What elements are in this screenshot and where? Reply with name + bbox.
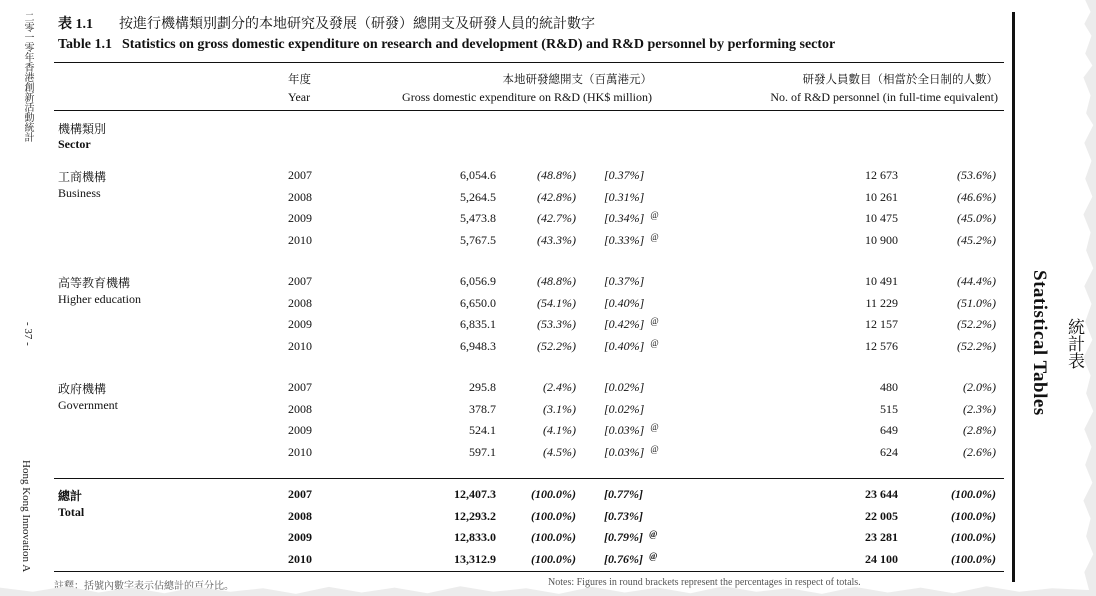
year-cell: 2007 <box>288 168 312 182</box>
personnel-value-cell: 10 900 <box>865 233 898 247</box>
table-number-english: Table 1.1 <box>58 37 112 52</box>
gdp-ratio-value: [0.37%] <box>604 168 645 182</box>
personnel-share-cell: (45.2%) <box>957 233 996 247</box>
header-year-zh: 年度 <box>288 72 311 86</box>
gerd-share-cell: (100.0%) <box>531 487 576 501</box>
sector-name-en: Total <box>58 505 85 519</box>
year-cell: 2008 <box>288 190 312 204</box>
header-gerd-zh: 本地研發總開支（百萬港元） <box>502 72 652 86</box>
personnel-value-cell: 12 576 <box>865 339 898 353</box>
revision-mark: @ <box>650 232 659 242</box>
gdp-ratio-value: [0.40%] <box>604 296 645 310</box>
personnel-share-cell: (51.0%) <box>957 296 996 310</box>
table-number-chinese: 表 1.1 <box>58 17 93 32</box>
gerd-share-cell: (42.8%) <box>537 190 576 204</box>
gerd-value-cell: 5,767.5 <box>460 233 496 247</box>
year-cell: 2010 <box>288 445 312 459</box>
gerd-share-cell: (48.8%) <box>537 274 576 288</box>
revision-mark: @ <box>650 444 659 454</box>
gerd-share-cell: (4.1%) <box>543 423 576 437</box>
personnel-share-cell: (100.0%) <box>951 552 996 566</box>
personnel-value-cell: 10 261 <box>865 190 898 204</box>
year-cell: 2009 <box>288 317 312 331</box>
personnel-share-cell: (2.8%) <box>963 423 996 437</box>
gerd-share-cell: (2.4%) <box>543 380 576 394</box>
header-sector-zh: 機構類別 <box>58 122 107 136</box>
footnote-english: Notes: Figures in round brackets represent the percentages in respect of totals. <box>548 577 861 588</box>
gdp-ratio-value: [0.40%] <box>604 339 645 353</box>
gdp-ratio-value: [0.37%] <box>604 274 645 288</box>
gerd-share-cell: (48.8%) <box>537 168 576 182</box>
personnel-share-cell: (44.4%) <box>957 274 996 288</box>
gdp-ratio-value: [0.31%] <box>604 190 645 204</box>
gdp-ratio-value: [0.03%] <box>604 445 645 459</box>
personnel-value-cell: 10 475 <box>865 211 898 225</box>
gdp-ratio-cell <box>604 530 657 545</box>
personnel-value-cell: 515 <box>880 402 898 416</box>
side-title-chinese: 統計表 <box>1064 318 1084 369</box>
table-title-english <box>58 37 835 53</box>
personnel-value-cell: 23 644 <box>865 487 898 501</box>
year-cell: 2008 <box>288 402 312 416</box>
gdp-ratio-value: [0.02%] <box>604 402 645 416</box>
table-title-chinese <box>58 13 595 33</box>
running-title-chinese: 二零一零年香港創新活動統計 <box>22 12 33 142</box>
gdp-ratio-value: [0.34%] <box>604 211 645 225</box>
personnel-share-cell: (45.0%) <box>957 211 996 225</box>
revision-mark: @ <box>649 551 658 561</box>
gdp-ratio-cell <box>604 487 643 502</box>
personnel-share-cell: (52.2%) <box>957 339 996 353</box>
personnel-share-cell: (2.6%) <box>963 445 996 459</box>
gdp-ratio-cell <box>604 380 644 395</box>
revision-mark: @ <box>650 338 659 348</box>
personnel-value-cell: 10 491 <box>865 274 898 288</box>
gdp-ratio-cell <box>604 445 659 460</box>
gerd-share-cell: (54.1%) <box>537 296 576 310</box>
gdp-ratio-value: [0.79%] <box>604 530 643 544</box>
revision-mark: @ <box>650 422 659 432</box>
gdp-ratio-value: [0.42%] <box>604 317 645 331</box>
gdp-ratio-cell <box>604 423 659 438</box>
year-cell: 2010 <box>288 339 312 353</box>
gerd-value-cell: 295.8 <box>469 380 496 394</box>
gerd-value-cell: 12,293.2 <box>454 509 496 523</box>
revision-mark: @ <box>649 529 658 539</box>
personnel-share-cell: (53.6%) <box>957 168 996 182</box>
personnel-share-cell: (2.0%) <box>963 380 996 394</box>
page-number: - 37 - <box>22 322 34 346</box>
personnel-share-cell: (100.0%) <box>951 530 996 544</box>
sector-name-zh: 總計 <box>58 489 83 503</box>
header-personnel-zh: 研發人員數目（相當於全日制的人數） <box>802 72 998 86</box>
year-cell: 2009 <box>288 530 312 544</box>
gerd-value-cell: 12,833.0 <box>454 530 496 544</box>
gerd-value-cell: 5,264.5 <box>460 190 496 204</box>
personnel-value-cell: 23 281 <box>865 530 898 544</box>
gerd-share-cell: (100.0%) <box>531 552 576 566</box>
sector-name-zh: 工商機構 <box>58 170 107 184</box>
sector-name-en: Business <box>58 186 101 200</box>
year-cell: 2009 <box>288 423 312 437</box>
gdp-ratio-cell <box>604 339 659 354</box>
running-title-english: Hong Kong Innovation A <box>20 460 32 573</box>
gdp-ratio-value: [0.03%] <box>604 423 645 437</box>
gdp-ratio-cell <box>604 274 644 289</box>
sector-name-zh: 高等教育機構 <box>58 276 131 290</box>
header-gerd-en: Gross domestic expenditure on R&D (HK$ million) <box>402 90 652 104</box>
personnel-share-cell: (2.3%) <box>963 402 996 416</box>
personnel-share-cell: (46.6%) <box>957 190 996 204</box>
gdp-ratio-cell <box>604 211 659 226</box>
gerd-value-cell: 378.7 <box>469 402 496 416</box>
total-rule <box>54 478 1004 479</box>
personnel-value-cell: 22 005 <box>865 509 898 523</box>
sector-name-zh: 政府機構 <box>58 382 107 396</box>
revision-mark: @ <box>650 210 659 220</box>
gerd-value-cell: 6,056.9 <box>460 274 496 288</box>
personnel-share-cell: (100.0%) <box>951 509 996 523</box>
gerd-share-cell: (53.3%) <box>537 317 576 331</box>
personnel-value-cell: 24 100 <box>865 552 898 566</box>
gerd-value-cell: 6,650.0 <box>460 296 496 310</box>
personnel-value-cell: 12 673 <box>865 168 898 182</box>
revision-mark: @ <box>650 316 659 326</box>
personnel-value-cell: 649 <box>880 423 898 437</box>
gerd-value-cell: 6,835.1 <box>460 317 496 331</box>
year-cell: 2008 <box>288 509 312 523</box>
gerd-value-cell: 6,054.6 <box>460 168 496 182</box>
gerd-value-cell: 12,407.3 <box>454 487 496 501</box>
year-cell: 2007 <box>288 487 312 501</box>
year-cell: 2009 <box>288 211 312 225</box>
footnote-chinese: 註釋：括號內數字表示佔總計的百分比。 <box>54 581 234 592</box>
table-bottom-rule <box>54 571 1004 572</box>
year-cell: 2008 <box>288 296 312 310</box>
gdp-ratio-value: [0.02%] <box>604 380 645 394</box>
sector-name-en: Government <box>58 398 118 412</box>
header-year-en: Year <box>288 90 311 104</box>
personnel-value-cell: 12 157 <box>865 317 898 331</box>
year-cell: 2010 <box>288 233 312 247</box>
table-top-rule <box>54 62 1004 63</box>
personnel-value-cell: 624 <box>880 445 898 459</box>
gdp-ratio-value: [0.73%] <box>604 509 643 523</box>
header-sector-en: Sector <box>58 137 91 151</box>
personnel-share-cell: (100.0%) <box>951 487 996 501</box>
table-title-english-text: Statistics on gross domestic expenditure on research and development (R&D) and R&D personnel by performing sector <box>121 37 836 52</box>
gerd-value-cell: 597.1 <box>469 445 496 459</box>
gdp-ratio-value: [0.77%] <box>604 487 643 501</box>
gdp-ratio-cell <box>604 552 657 567</box>
gdp-ratio-cell <box>604 190 644 205</box>
year-cell: 2010 <box>288 552 312 566</box>
gdp-ratio-cell <box>604 509 643 524</box>
gdp-ratio-cell <box>604 296 644 311</box>
gdp-ratio-cell <box>604 317 659 332</box>
gdp-ratio-value: [0.33%] <box>604 233 645 247</box>
gerd-share-cell: (100.0%) <box>531 509 576 523</box>
gerd-share-cell: (42.7%) <box>537 211 576 225</box>
personnel-value-cell: 11 229 <box>865 296 898 310</box>
side-title-english: Statistical Tables <box>1029 270 1050 416</box>
torn-edge-right <box>1078 0 1096 596</box>
personnel-value-cell: 480 <box>880 380 898 394</box>
chapter-side-bar <box>1012 12 1015 582</box>
gerd-share-cell: (3.1%) <box>543 402 576 416</box>
gdp-ratio-cell <box>604 233 659 248</box>
gdp-ratio-cell <box>604 168 644 183</box>
gerd-value-cell: 5,473.8 <box>460 211 496 225</box>
gdp-ratio-value: [0.76%] <box>604 552 643 566</box>
sector-name-en: Higher education <box>58 292 141 306</box>
gerd-share-cell: (100.0%) <box>531 530 576 544</box>
gerd-share-cell: (4.5%) <box>543 445 576 459</box>
year-cell: 2007 <box>288 380 312 394</box>
personnel-share-cell: (52.2%) <box>957 317 996 331</box>
gerd-value-cell: 524.1 <box>469 423 496 437</box>
gerd-share-cell: (43.3%) <box>537 233 576 247</box>
gerd-share-cell: (52.2%) <box>537 339 576 353</box>
header-personnel-en: No. of R&D personnel (in full-time equivalent) <box>770 90 998 104</box>
table-title-chinese-text: 按進行機構類別劃分的本地研究及發展（研發）總開支及研發人員的統計數字 <box>119 16 595 32</box>
left-margin <box>18 0 44 596</box>
year-cell: 2007 <box>288 274 312 288</box>
gerd-value-cell: 13,312.9 <box>454 552 496 566</box>
gdp-ratio-cell <box>604 402 644 417</box>
gerd-value-cell: 6,948.3 <box>460 339 496 353</box>
table-header-rule <box>54 110 1004 111</box>
